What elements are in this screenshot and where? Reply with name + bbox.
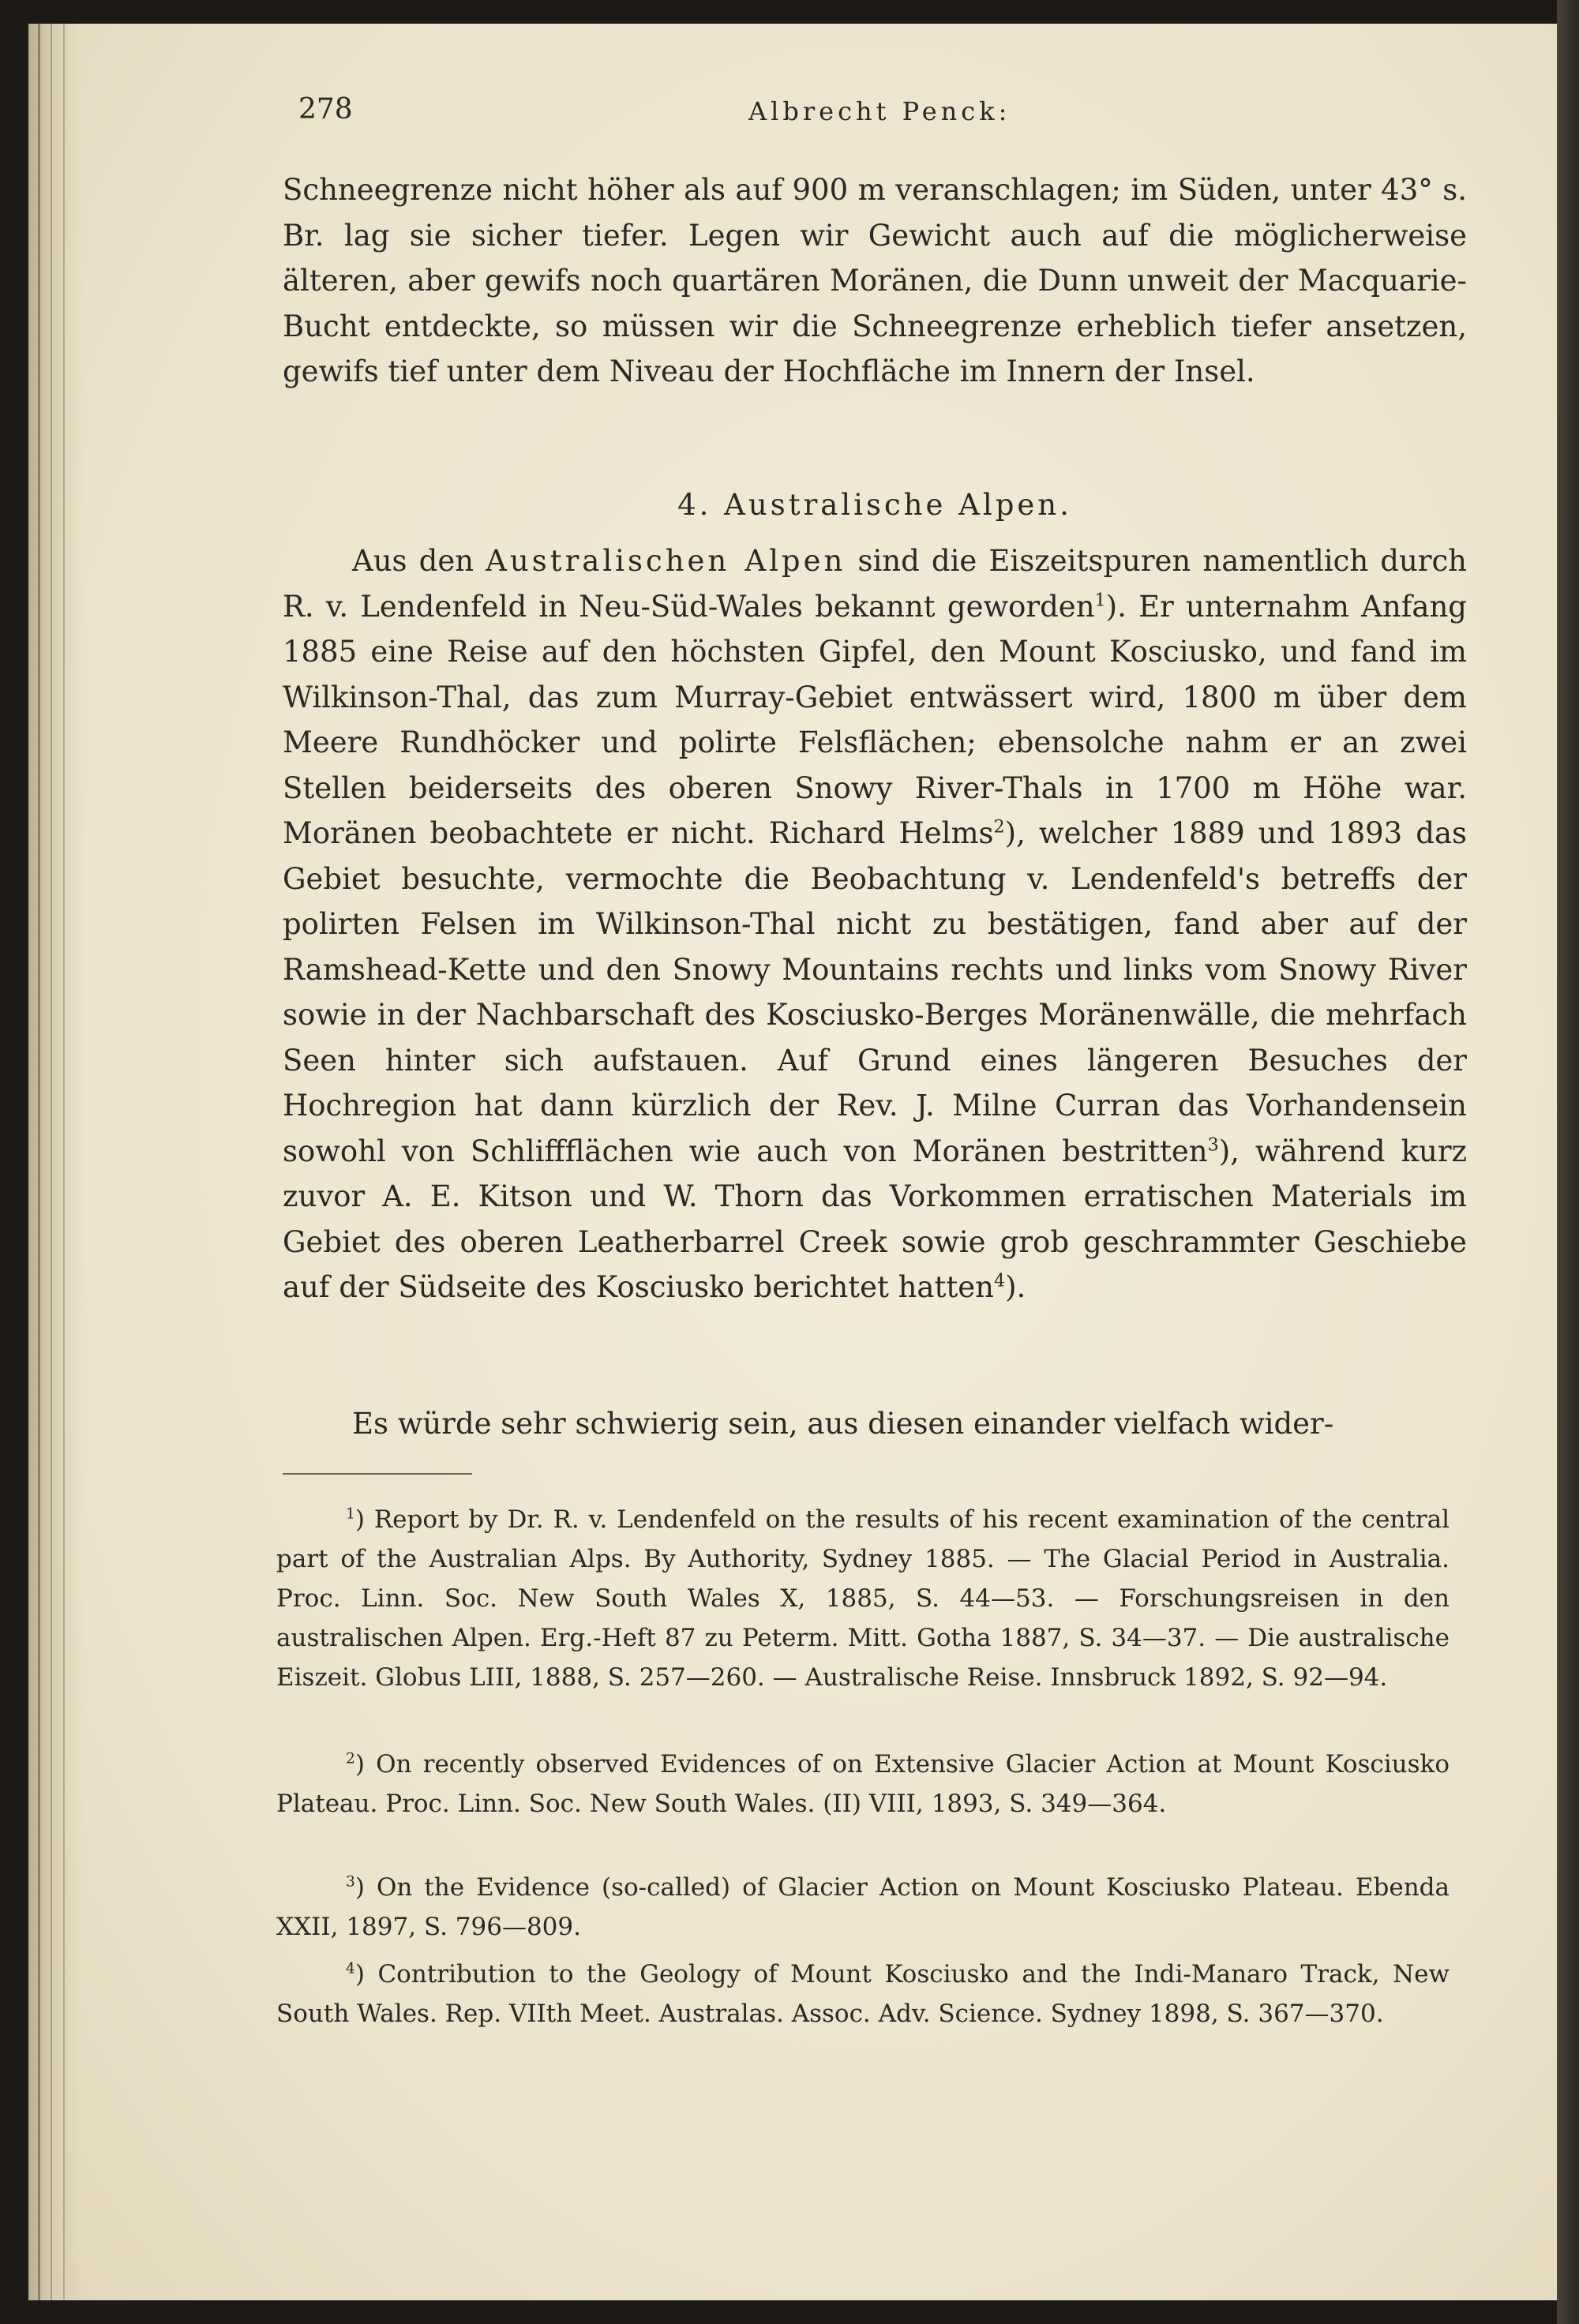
page-gutter-shadow xyxy=(28,24,84,2300)
para-text: sind die Eiszeitspuren namentlich durch R. v. Lendenfeld in Neu-Süd-Wales bekannt geworden xyxy=(283,544,1468,624)
footnote-text: ) On the Evidence (so-called) of Glacier Action on Mount Kosciusko Plateau. Ebenda XXII, 1897, S. 796—809. xyxy=(276,1873,1450,1941)
footnote-ref: 3 xyxy=(1207,1134,1219,1156)
paragraph-australische-alpen xyxy=(283,538,1467,1310)
running-head: Albrecht Penck: xyxy=(748,96,1011,126)
section-heading: 4. Australische Alpen. xyxy=(677,488,1072,522)
para-text: ). xyxy=(1005,1270,1026,1304)
para-text: ), während kurz zuvor A. E. Kitson und W. Thorn das Vorkommen erratischen Materials im Gebiet des oberen Leatherbarrel Creek sowie grob geschrammter Geschiebe auf der Südseite des Kosciusko berichtet hatten xyxy=(283,1134,1467,1304)
footnote-4 xyxy=(276,1955,1450,2034)
page-number: 278 xyxy=(298,93,353,126)
binding-edge-line xyxy=(63,24,65,2300)
binding-edge-line xyxy=(38,24,40,2300)
spaced-term: Australischen Alpen xyxy=(486,544,846,578)
footnote-text: ) Report by Dr. R. v. Lendenfeld on the results of his recent examination of the central part of the Australian Alps. By Authority, Sydney 1885. — The Glacial Period in Australia. Proc. Linn. Soc. New South Wales X, 1885, S. 44—53. — Forschungsreisen in den australischen Alpen. Erg.-Heft 87 zu Peterm. Mitt. Gotha 1887, S. 34—37. — Die australische Eiszeit. Globus LIII, 1888, S. 257—260. — Australische Reise. Innsbruck 1892, S. 92—94. xyxy=(276,1505,1450,1692)
para-text: ), welcher 1889 und 1893 das Gebiet besuchte, vermochte die Beobachtung v. Lendenfeld's betreffs der polirten Felsen im Wilkinson-Thal nicht zu bestätigen, fand aber auf der Ramshead-Kette und den Snowy Mountains rechts und links vom Snowy River sowie in der Nachbarschaft des Kosciusko-Berges Moränenwälle, die mehrfach Seen hinter sich aufstauen. Auf Grund eines längeren Besuches der Hochregion hat dann kürzlich der Rev. J. Milne Curran das Vorhandensein sowohl von Schliffflächen wie auch von Moränen bestritten xyxy=(283,816,1467,1168)
paragraph-closing: Es würde sehr schwierig sein, aus diesen einander vielfach wider- xyxy=(352,1407,1334,1441)
footnote-ref: 4 xyxy=(993,1270,1006,1291)
footnote-marker: 2 xyxy=(346,1750,355,1767)
footnote-text: ) Contribution to the Geology of Mount Kosciusko and the Indi-Manaro Track, New South Wales. Rep. VIIth Meet. Australas. Assoc. Adv. Science. Sydney 1898, S. 367—370. xyxy=(276,1960,1450,2028)
footnote-ref: 2 xyxy=(993,816,1005,838)
footnote-rule xyxy=(283,1473,472,1475)
page-header xyxy=(298,93,1443,133)
footnote-marker: 4 xyxy=(346,1960,355,1977)
footnote-ref: 1 xyxy=(1094,590,1106,611)
footnote-3 xyxy=(276,1868,1450,1947)
footnote-text: ) On recently observed Evidences of on Extensive Glacier Action at Mount Kosciusko Plateau. Proc. Linn. Soc. New South Wales. (II) VIII, 1893, S. 349—364. xyxy=(276,1750,1450,1818)
binding-edge-line xyxy=(51,24,52,2300)
para-text: Aus den xyxy=(352,544,486,578)
paragraph-schneegrenze: Schneegrenze nicht höher als auf 900 m veranschlagen; im Süden, unter 43° s. Br. lag sie sicher tiefer. Legen wir Gewicht auch auf die möglicherweise älteren, aber gewifs noch quartären Moränen, die Dunn unweit der Macquarie-Bucht entdeckte, so müssen wir die Schneegrenze erheblich tiefer ansetzen, gewifs tief unter dem Niveau der Hochfläche im Innern der Insel. xyxy=(283,173,1467,388)
book-cover-edge xyxy=(1557,0,1579,2324)
footnote-1 xyxy=(276,1500,1450,1697)
footnote-marker: 1 xyxy=(346,1505,355,1523)
footnote-marker: 3 xyxy=(346,1873,355,1891)
footnote-2 xyxy=(276,1745,1450,1824)
para-text: ). Er unternahm Anfang 1885 eine Reise auf den höchsten Gipfel, den Mount Kosciusko, und fand im Wilkinson-Thal, das zum Murray-Gebiet entwässert wird, 1800 m über dem Meere Rundhöcker und polirte Felsflächen; ebensolche nahm er an zwei Stellen beiderseits des oberen Snowy River-Thals in 1700 m Höhe war. Moränen beobachtete er nicht. Richard Helms xyxy=(283,589,1467,850)
